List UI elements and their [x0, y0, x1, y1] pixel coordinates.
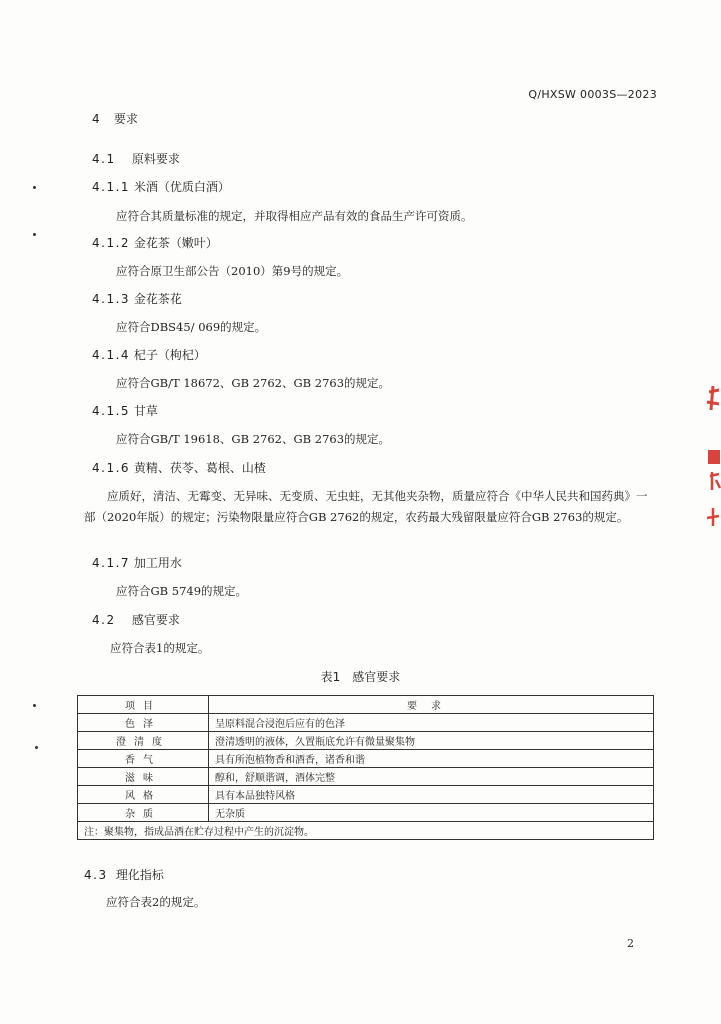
table-cell-requirement: 无杂质	[209, 804, 654, 822]
section-4-2-heading	[92, 611, 180, 628]
section-4-3-heading	[84, 866, 164, 883]
section-title: 金花茶花	[133, 292, 182, 306]
scan-speck	[33, 704, 36, 707]
table-header-row	[78, 696, 654, 714]
section-title: 原料要求	[131, 152, 180, 166]
section-4-1-1-text: 应符合其质量标准的规定，并取得相应产品有效的食品生产许可资质。	[116, 209, 473, 223]
seal-stamp-fragment	[699, 380, 721, 540]
table-row	[78, 732, 654, 750]
document-id: Q/HXSW 0003S—2023	[528, 88, 657, 101]
table-row	[78, 804, 654, 822]
section-4-1-3-heading	[92, 290, 182, 307]
section-4-1-2-text: 应符合原卫生部公告（2010）第9号的规定。	[116, 264, 349, 278]
table-row	[78, 750, 654, 768]
section-title: 米酒（优质白酒）	[133, 180, 230, 194]
section-4-1-6-heading	[92, 459, 266, 476]
table-note: 注：聚集物，指成品酒在贮存过程中产生的沉淀物。	[78, 822, 654, 840]
table-cell-item: 色泽	[78, 714, 209, 732]
section-title: 理化指标	[115, 868, 164, 882]
section-title: 金花茶（嫩叶）	[133, 236, 218, 250]
table-header-requirement: 要求	[209, 696, 654, 714]
section-4-1-1-heading	[92, 178, 230, 195]
section-4-1-4-heading	[92, 346, 206, 363]
scan-speck	[33, 186, 36, 189]
table-cell-item: 滋味	[78, 768, 209, 786]
section-4-1-6-text: 应质好，清洁、无霉变、无异味、无变质、无虫蛀，无其他夹杂物，质量应符合《中华人民共和国药典》一部（2020年版）的规定；污染物限量应符合GB 2762的规定，农药最大残留限量应符合GB 2763的规定。	[84, 489, 648, 524]
section-4-1-2-heading	[92, 234, 218, 251]
section-4-heading	[92, 110, 138, 127]
section-4-1-3-text: 应符合DBS45/ 069的规定。	[116, 320, 267, 334]
table-cell-requirement: 醇和，舒顺谐调，酒体完整	[209, 768, 654, 786]
section-title: 杞子（枸杞）	[133, 348, 206, 362]
section-number: 4.1.4	[92, 348, 131, 362]
section-4-1-7-text: 应符合GB 5749的规定。	[116, 584, 248, 598]
section-4-1-5-text: 应符合GB/T 19618、GB 2762、GB 2763的规定。	[116, 432, 391, 446]
section-4-2-text: 应符合表1的规定。	[110, 641, 210, 655]
section-number: 4	[92, 112, 102, 126]
section-title: 加工用水	[133, 556, 182, 570]
table-caption: 表1 感官要求	[320, 670, 401, 684]
table-row	[78, 768, 654, 786]
sensory-requirements-table	[77, 695, 654, 840]
section-4-1-heading	[92, 150, 180, 167]
section-number: 4.1.5	[92, 404, 131, 418]
section-number: 4.1.1	[92, 180, 131, 194]
table-header-item: 项目	[78, 696, 209, 714]
section-number: 4.1	[92, 152, 116, 166]
table-cell-item: 澄清度	[78, 732, 209, 750]
table-cell-item: 香气	[78, 750, 209, 768]
section-number: 4.1.3	[92, 292, 131, 306]
section-number: 4.3	[84, 868, 108, 882]
section-4-1-4-text: 应符合GB/T 18672、GB 2762、GB 2763的规定。	[116, 376, 391, 390]
table-cell-requirement: 澄清透明的液体，久置瓶底允许有微量聚集物	[209, 732, 654, 750]
table-cell-item: 杂质	[78, 804, 209, 822]
section-title: 甘草	[133, 404, 158, 418]
section-4-1-7-heading	[92, 554, 182, 571]
table-cell-item: 风格	[78, 786, 209, 804]
table-cell-requirement: 具有所泡植物香和酒香，诸香和谐	[209, 750, 654, 768]
table-note-row	[78, 822, 654, 840]
table-row	[78, 714, 654, 732]
section-title: 要求	[113, 112, 138, 126]
scan-speck	[33, 233, 36, 236]
scan-speck	[35, 746, 38, 749]
section-number: 4.2	[92, 613, 116, 627]
section-number: 4.1.2	[92, 236, 131, 250]
section-number: 4.1.7	[92, 556, 131, 570]
section-4-3-text: 应符合表2的规定。	[106, 895, 206, 909]
section-4-1-5-heading	[92, 402, 158, 419]
table-cell-requirement: 具有本品独特风格	[209, 786, 654, 804]
section-number: 4.1.6	[92, 461, 131, 475]
table-row	[78, 786, 654, 804]
table-cell-requirement: 呈原料混合浸泡后应有的色泽	[209, 714, 654, 732]
section-title: 感官要求	[131, 613, 180, 627]
page-number: 2	[627, 937, 634, 950]
section-title: 黄精、茯苓、葛根、山楂	[133, 461, 266, 475]
